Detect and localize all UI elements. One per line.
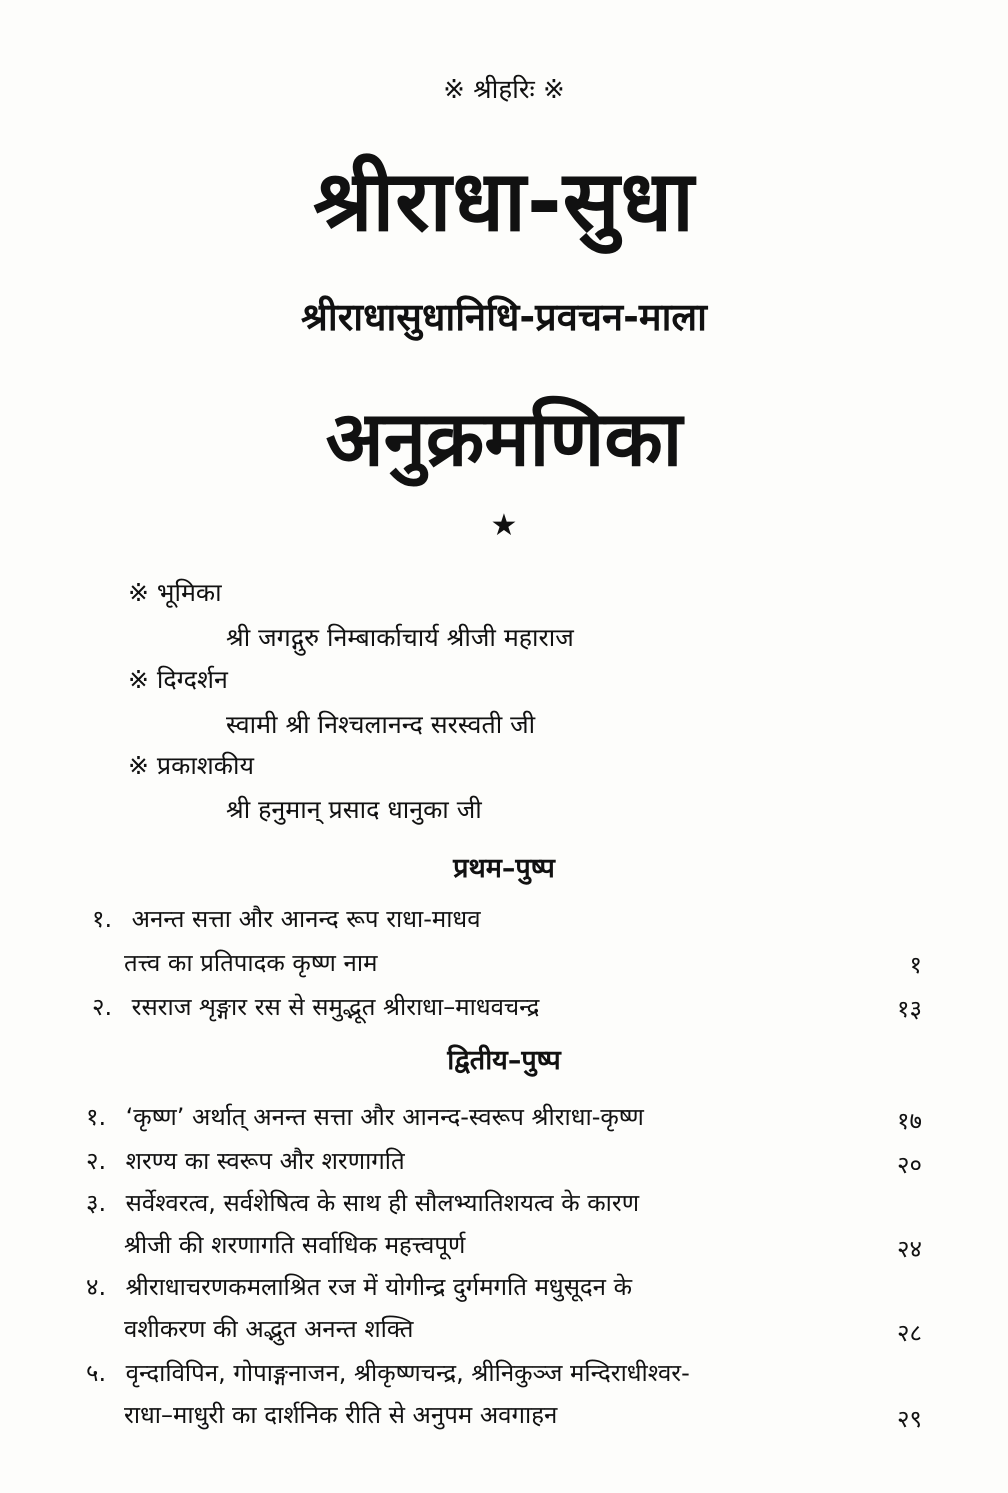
entry-page-number: २८: [897, 1319, 922, 1347]
page-title: श्रीराधा-सुधा: [313, 152, 695, 250]
entry-line: राधा–माधुरी का दार्शनिक रीति से अनुपम अवगाहन: [124, 1401, 558, 1429]
entry-number: ५.: [86, 1359, 107, 1387]
index-heading: अनुक्रमणिका: [325, 394, 683, 483]
entry-line: ‘कृष्ण’ अर्थात् अनन्त सत्ता और आनन्द-स्वरूप श्रीराधा-कृष्ण: [125, 1103, 644, 1131]
entry-number: ३.: [86, 1189, 107, 1217]
entry-page-number: २४: [897, 1235, 922, 1263]
entry-page-number: १३: [897, 995, 922, 1023]
entry-number: १.: [86, 1103, 107, 1131]
toc-entry: [86, 1270, 632, 1303]
entry-line: रसराज शृङ्गार रस से समुद्भूत श्रीराधा–माधवचन्द्र: [131, 993, 540, 1021]
toc-entry: [86, 1100, 644, 1133]
intro-label-bhumika: ※ भूमिका: [128, 578, 222, 607]
toc-entry: [86, 1144, 405, 1177]
section-heading-pratham: प्रथम–पुष्प: [453, 853, 555, 884]
intro-author-bhumika: श्री जगद्गुरु निम्बार्काचार्य श्रीजी महाराज: [226, 623, 574, 652]
entry-line: श्रीजी की शरणागति सर्वाधिक महत्त्वपूर्ण: [124, 1231, 466, 1259]
page-subtitle: श्रीराधासुधानिधि-प्रवचन-माला: [300, 295, 708, 339]
intro-author-prakashkiya: श्री हनुमान् प्रसाद धानुका जी: [226, 795, 482, 824]
intro-author-digdarshan: स्वामी श्री निश्चलानन्द सरस्वती जी: [226, 710, 536, 739]
entry-line: तत्त्व का प्रतिपादक कृष्ण नाम: [124, 949, 378, 977]
entry-line: श्रीराधाचरणकमलाश्रित रज में योगीन्द्र दुर्गमगति मधुसूदन के: [125, 1273, 633, 1301]
entry-number: २.: [92, 993, 113, 1021]
entry-line: वशीकरण की अद्भुत अनन्त शक्ति: [124, 1315, 414, 1343]
entry-line: अनन्त सत्ता और आनन्द रूप राधा-माधव: [131, 905, 481, 933]
entry-line: शरण्य का स्वरूप और शरणागति: [125, 1147, 405, 1175]
entry-number: ४.: [86, 1273, 107, 1301]
section-heading-dwitiya: द्वितीय–पुष्प: [447, 1045, 561, 1076]
entry-page-number: २०: [897, 1151, 922, 1179]
entry-page-number: १७: [897, 1107, 922, 1135]
entry-page-number: १: [909, 951, 922, 979]
intro-label-prakashkiya: ※ प्रकाशकीय: [128, 751, 254, 780]
toc-entry: [92, 902, 481, 935]
entry-line: वृन्दाविपिन, गोपाङ्गनाजन, श्रीकृष्णचन्द्र, श्रीनिकुञ्ज मन्दिराधीश्वर-: [125, 1359, 690, 1387]
entry-line: सर्वेश्वरत्व, सर्वशेषित्व के साथ ही सौलभ्यातिशयत्व के कारण: [125, 1189, 640, 1217]
toc-entry: [92, 990, 539, 1023]
entry-page-number: २९: [897, 1405, 922, 1433]
entry-number: १.: [92, 905, 113, 933]
star-icon: ★: [490, 508, 518, 543]
toc-entry: [86, 1356, 690, 1389]
entry-number: २.: [86, 1147, 107, 1175]
toc-entry: [86, 1186, 639, 1219]
invocation-text: ※ श्रीहरिः ※: [443, 75, 565, 105]
intro-label-digdarshan: ※ दिग्दर्शन: [128, 665, 228, 694]
